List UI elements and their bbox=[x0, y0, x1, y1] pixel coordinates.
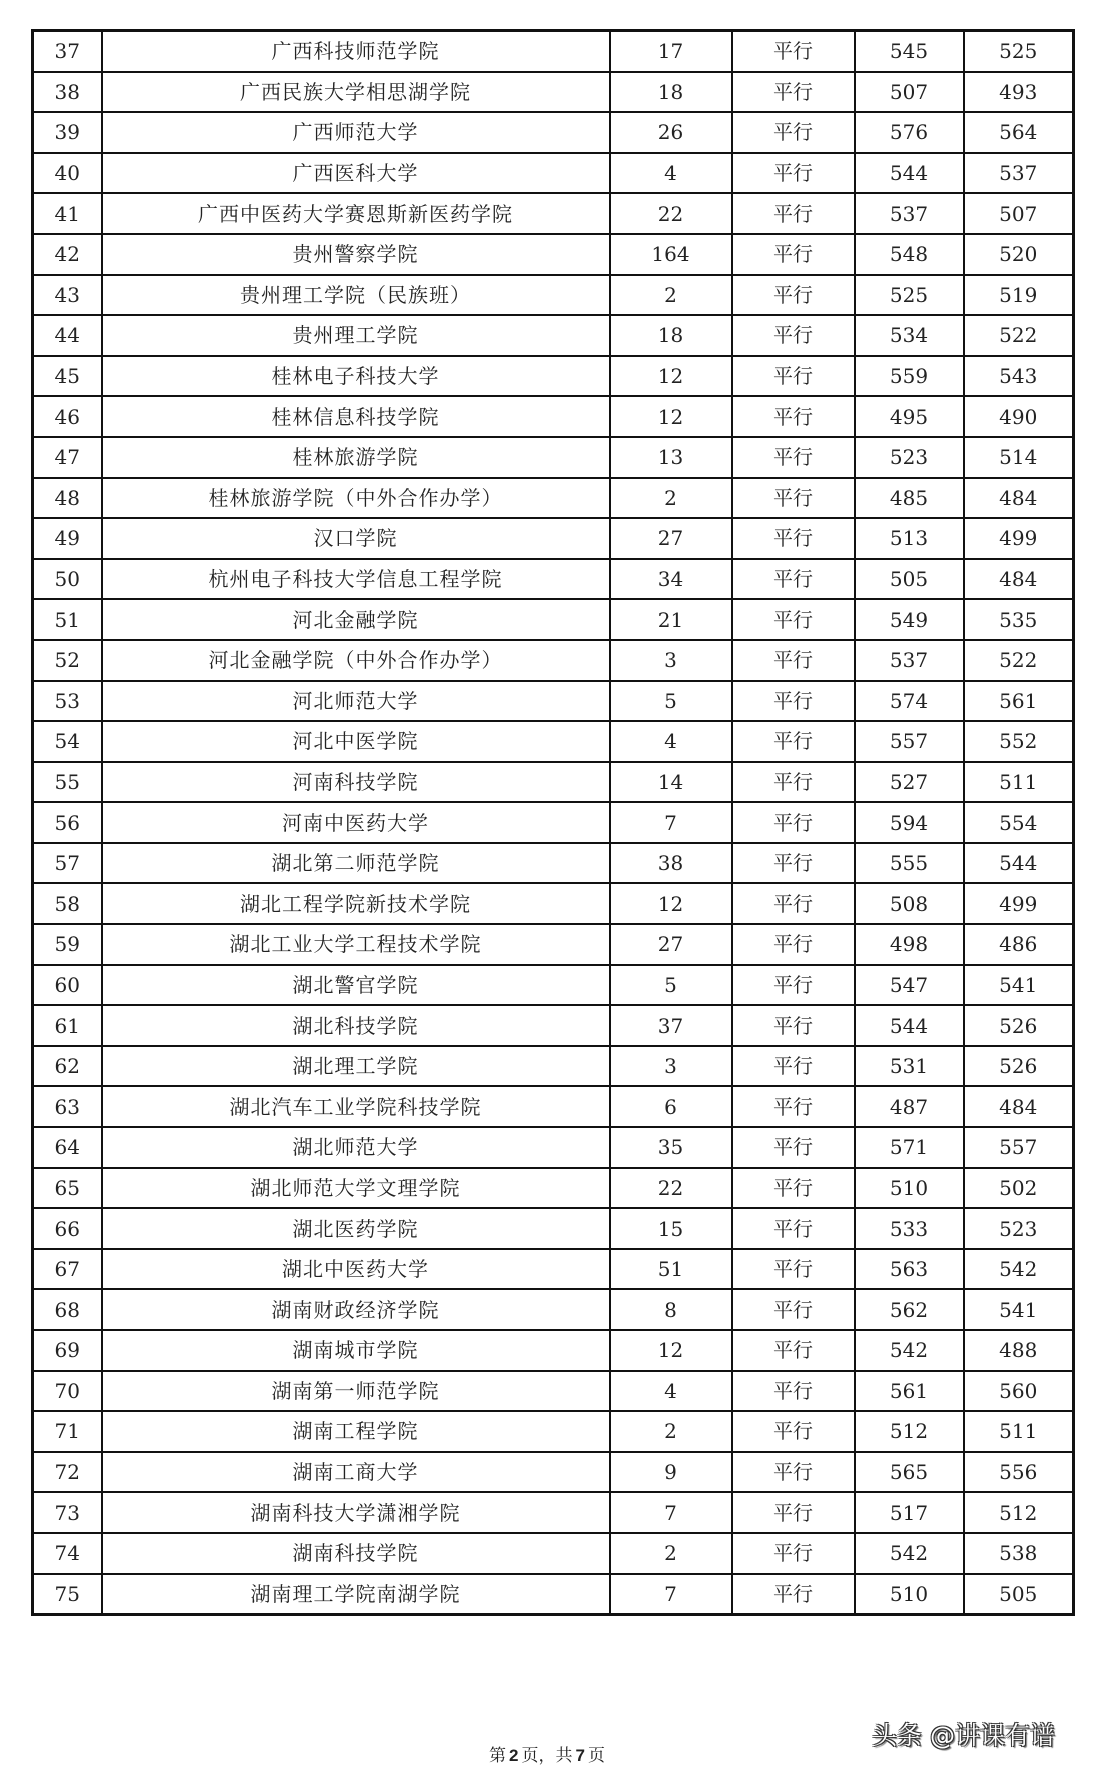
table-row bbox=[33, 193, 1074, 234]
batch-type-cell: 平行 bbox=[732, 802, 855, 843]
plan-count-cell: 27 bbox=[610, 924, 732, 965]
table-row bbox=[33, 1533, 1074, 1574]
table-row bbox=[33, 843, 1074, 884]
plan-count-cell: 34 bbox=[610, 559, 732, 600]
min-score-cell: 511 bbox=[964, 762, 1074, 803]
row-index-cell: 50 bbox=[33, 559, 102, 600]
table-row bbox=[33, 112, 1074, 153]
batch-type-cell: 平行 bbox=[732, 1411, 855, 1452]
school-name-cell: 桂林旅游学院（中外合作办学） bbox=[102, 478, 610, 519]
max-score-cell: 512 bbox=[855, 1411, 964, 1452]
plan-count-cell: 4 bbox=[610, 1371, 732, 1412]
row-index-cell: 68 bbox=[33, 1289, 102, 1330]
max-score-cell: 561 bbox=[855, 1371, 964, 1412]
school-name-cell: 湖南财政经济学院 bbox=[102, 1289, 610, 1330]
min-score-cell: 522 bbox=[964, 315, 1074, 356]
school-name-cell: 桂林旅游学院 bbox=[102, 437, 610, 478]
row-index-cell: 72 bbox=[33, 1452, 102, 1493]
school-name-cell: 湖南理工学院南湖学院 bbox=[102, 1574, 610, 1615]
min-score-cell: 486 bbox=[964, 924, 1074, 965]
batch-type-cell: 平行 bbox=[732, 1005, 855, 1046]
row-index-cell: 61 bbox=[33, 1005, 102, 1046]
plan-count-cell: 6 bbox=[610, 1086, 732, 1127]
min-score-cell: 493 bbox=[964, 72, 1074, 113]
table-row bbox=[33, 1086, 1074, 1127]
school-name-cell: 广西医科大学 bbox=[102, 153, 610, 194]
school-name-cell: 河南科技学院 bbox=[102, 762, 610, 803]
school-name-cell: 河北金融学院（中外合作办学） bbox=[102, 640, 610, 681]
school-name-cell: 桂林信息科技学院 bbox=[102, 396, 610, 437]
table-row bbox=[33, 234, 1074, 275]
max-score-cell: 510 bbox=[855, 1168, 964, 1209]
min-score-cell: 512 bbox=[964, 1492, 1074, 1533]
row-index-cell: 59 bbox=[33, 924, 102, 965]
plan-count-cell: 9 bbox=[610, 1452, 732, 1493]
max-score-cell: 548 bbox=[855, 234, 964, 275]
row-index-cell: 65 bbox=[33, 1168, 102, 1209]
batch-type-cell: 平行 bbox=[732, 153, 855, 194]
table-row bbox=[33, 1371, 1074, 1412]
plan-count-cell: 22 bbox=[610, 193, 732, 234]
batch-type-cell: 平行 bbox=[732, 1127, 855, 1168]
plan-count-cell: 5 bbox=[610, 965, 732, 1006]
batch-type-cell: 平行 bbox=[732, 1249, 855, 1290]
max-score-cell: 542 bbox=[855, 1330, 964, 1371]
school-name-cell: 贵州理工学院（民族班） bbox=[102, 275, 610, 316]
max-score-cell: 537 bbox=[855, 193, 964, 234]
school-name-cell: 湖北师范大学文理学院 bbox=[102, 1168, 610, 1209]
table-row bbox=[33, 883, 1074, 924]
batch-type-cell: 平行 bbox=[732, 1330, 855, 1371]
table-row bbox=[33, 518, 1074, 559]
table-row bbox=[33, 437, 1074, 478]
min-score-cell: 488 bbox=[964, 1330, 1074, 1371]
plan-count-cell: 21 bbox=[610, 599, 732, 640]
table-row bbox=[33, 72, 1074, 113]
row-index-cell: 47 bbox=[33, 437, 102, 478]
plan-count-cell: 5 bbox=[610, 681, 732, 722]
row-index-cell: 44 bbox=[33, 315, 102, 356]
max-score-cell: 487 bbox=[855, 1086, 964, 1127]
school-name-cell: 杭州电子科技大学信息工程学院 bbox=[102, 559, 610, 600]
school-name-cell: 湖南第一师范学院 bbox=[102, 1371, 610, 1412]
batch-type-cell: 平行 bbox=[732, 762, 855, 803]
school-name-cell: 湖北工程学院新技术学院 bbox=[102, 883, 610, 924]
plan-count-cell: 3 bbox=[610, 1046, 732, 1087]
min-score-cell: 484 bbox=[964, 1086, 1074, 1127]
min-score-cell: 522 bbox=[964, 640, 1074, 681]
min-score-cell: 537 bbox=[964, 153, 1074, 194]
min-score-cell: 544 bbox=[964, 843, 1074, 884]
min-score-cell: 505 bbox=[964, 1574, 1074, 1615]
max-score-cell: 571 bbox=[855, 1127, 964, 1168]
plan-count-cell: 22 bbox=[610, 1168, 732, 1209]
min-score-cell: 552 bbox=[964, 721, 1074, 762]
table-row bbox=[33, 721, 1074, 762]
table-row bbox=[33, 1492, 1074, 1533]
table-row bbox=[33, 1046, 1074, 1087]
batch-type-cell: 平行 bbox=[732, 965, 855, 1006]
max-score-cell: 537 bbox=[855, 640, 964, 681]
min-score-cell: 560 bbox=[964, 1371, 1074, 1412]
max-score-cell: 507 bbox=[855, 72, 964, 113]
plan-count-cell: 2 bbox=[610, 275, 732, 316]
table-row bbox=[33, 640, 1074, 681]
min-score-cell: 526 bbox=[964, 1046, 1074, 1087]
row-index-cell: 38 bbox=[33, 72, 102, 113]
row-index-cell: 48 bbox=[33, 478, 102, 519]
school-name-cell: 湖北师范大学 bbox=[102, 1127, 610, 1168]
max-score-cell: 565 bbox=[855, 1452, 964, 1493]
max-score-cell: 594 bbox=[855, 802, 964, 843]
table-row bbox=[33, 1168, 1074, 1209]
table-row bbox=[33, 762, 1074, 803]
table-row bbox=[33, 275, 1074, 316]
min-score-cell: 535 bbox=[964, 599, 1074, 640]
row-index-cell: 75 bbox=[33, 1574, 102, 1615]
table-row bbox=[33, 1452, 1074, 1493]
table-row bbox=[33, 153, 1074, 194]
school-name-cell: 湖北工业大学工程技术学院 bbox=[102, 924, 610, 965]
max-score-cell: 576 bbox=[855, 112, 964, 153]
row-index-cell: 49 bbox=[33, 518, 102, 559]
min-score-cell: 514 bbox=[964, 437, 1074, 478]
max-score-cell: 549 bbox=[855, 599, 964, 640]
max-score-cell: 559 bbox=[855, 356, 964, 397]
plan-count-cell: 164 bbox=[610, 234, 732, 275]
batch-type-cell: 平行 bbox=[732, 31, 855, 72]
school-name-cell: 河南中医药大学 bbox=[102, 802, 610, 843]
max-score-cell: 510 bbox=[855, 1574, 964, 1615]
table-row bbox=[33, 396, 1074, 437]
plan-count-cell: 4 bbox=[610, 721, 732, 762]
plan-count-cell: 7 bbox=[610, 1492, 732, 1533]
row-index-cell: 69 bbox=[33, 1330, 102, 1371]
max-score-cell: 562 bbox=[855, 1289, 964, 1330]
max-score-cell: 574 bbox=[855, 681, 964, 722]
school-name-cell: 湖北汽车工业学院科技学院 bbox=[102, 1086, 610, 1127]
max-score-cell: 523 bbox=[855, 437, 964, 478]
plan-count-cell: 2 bbox=[610, 1533, 732, 1574]
row-index-cell: 58 bbox=[33, 883, 102, 924]
min-score-cell: 499 bbox=[964, 518, 1074, 559]
table-row bbox=[33, 559, 1074, 600]
batch-type-cell: 平行 bbox=[732, 1371, 855, 1412]
batch-type-cell: 平行 bbox=[732, 1086, 855, 1127]
plan-count-cell: 35 bbox=[610, 1127, 732, 1168]
table-body bbox=[33, 31, 1074, 1615]
max-score-cell: 533 bbox=[855, 1208, 964, 1249]
school-name-cell: 湖北科技学院 bbox=[102, 1005, 610, 1046]
row-index-cell: 37 bbox=[33, 31, 102, 72]
batch-type-cell: 平行 bbox=[732, 924, 855, 965]
row-index-cell: 46 bbox=[33, 396, 102, 437]
school-name-cell: 广西民族大学相思湖学院 bbox=[102, 72, 610, 113]
batch-type-cell: 平行 bbox=[732, 1574, 855, 1615]
max-score-cell: 525 bbox=[855, 275, 964, 316]
max-score-cell: 544 bbox=[855, 153, 964, 194]
min-score-cell: 507 bbox=[964, 193, 1074, 234]
row-index-cell: 53 bbox=[33, 681, 102, 722]
table-row bbox=[33, 1127, 1074, 1168]
batch-type-cell: 平行 bbox=[732, 518, 855, 559]
min-score-cell: 554 bbox=[964, 802, 1074, 843]
max-score-cell: 545 bbox=[855, 31, 964, 72]
school-name-cell: 河北金融学院 bbox=[102, 599, 610, 640]
row-index-cell: 71 bbox=[33, 1411, 102, 1452]
school-name-cell: 湖南城市学院 bbox=[102, 1330, 610, 1371]
table-row bbox=[33, 1574, 1074, 1615]
school-name-cell: 湖北第二师范学院 bbox=[102, 843, 610, 884]
max-score-cell: 517 bbox=[855, 1492, 964, 1533]
school-name-cell: 桂林电子科技大学 bbox=[102, 356, 610, 397]
row-index-cell: 66 bbox=[33, 1208, 102, 1249]
min-score-cell: 520 bbox=[964, 234, 1074, 275]
table-row bbox=[33, 1330, 1074, 1371]
row-index-cell: 52 bbox=[33, 640, 102, 681]
row-index-cell: 67 bbox=[33, 1249, 102, 1290]
batch-type-cell: 平行 bbox=[732, 1046, 855, 1087]
min-score-cell: 526 bbox=[964, 1005, 1074, 1046]
max-score-cell: 485 bbox=[855, 478, 964, 519]
row-index-cell: 62 bbox=[33, 1046, 102, 1087]
max-score-cell: 563 bbox=[855, 1249, 964, 1290]
batch-type-cell: 平行 bbox=[732, 1452, 855, 1493]
plan-count-cell: 2 bbox=[610, 478, 732, 519]
max-score-cell: 531 bbox=[855, 1046, 964, 1087]
min-score-cell: 511 bbox=[964, 1411, 1074, 1452]
plan-count-cell: 13 bbox=[610, 437, 732, 478]
min-score-cell: 542 bbox=[964, 1249, 1074, 1290]
batch-type-cell: 平行 bbox=[732, 275, 855, 316]
current-page-number: 2 bbox=[509, 1746, 519, 1765]
plan-count-cell: 15 bbox=[610, 1208, 732, 1249]
row-index-cell: 55 bbox=[33, 762, 102, 803]
school-name-cell: 湖南科技学院 bbox=[102, 1533, 610, 1574]
max-score-cell: 547 bbox=[855, 965, 964, 1006]
max-score-cell: 513 bbox=[855, 518, 964, 559]
school-name-cell: 汉口学院 bbox=[102, 518, 610, 559]
min-score-cell: 484 bbox=[964, 559, 1074, 600]
row-index-cell: 60 bbox=[33, 965, 102, 1006]
school-name-cell: 湖北医药学院 bbox=[102, 1208, 610, 1249]
table-row bbox=[33, 802, 1074, 843]
plan-count-cell: 18 bbox=[610, 72, 732, 113]
min-score-cell: 502 bbox=[964, 1168, 1074, 1209]
table-row bbox=[33, 1289, 1074, 1330]
plan-count-cell: 2 bbox=[610, 1411, 732, 1452]
max-score-cell: 542 bbox=[855, 1533, 964, 1574]
row-index-cell: 64 bbox=[33, 1127, 102, 1168]
min-score-cell: 525 bbox=[964, 31, 1074, 72]
min-score-cell: 541 bbox=[964, 1289, 1074, 1330]
plan-count-cell: 7 bbox=[610, 802, 732, 843]
row-index-cell: 42 bbox=[33, 234, 102, 275]
plan-count-cell: 37 bbox=[610, 1005, 732, 1046]
row-index-cell: 39 bbox=[33, 112, 102, 153]
min-score-cell: 519 bbox=[964, 275, 1074, 316]
batch-type-cell: 平行 bbox=[732, 478, 855, 519]
batch-type-cell: 平行 bbox=[732, 193, 855, 234]
table-row bbox=[33, 356, 1074, 397]
max-score-cell: 508 bbox=[855, 883, 964, 924]
max-score-cell: 505 bbox=[855, 559, 964, 600]
batch-type-cell: 平行 bbox=[732, 72, 855, 113]
school-name-cell: 广西科技师范学院 bbox=[102, 31, 610, 72]
max-score-cell: 495 bbox=[855, 396, 964, 437]
row-index-cell: 45 bbox=[33, 356, 102, 397]
admission-score-table bbox=[31, 29, 1075, 1616]
table-row bbox=[33, 1005, 1074, 1046]
batch-type-cell: 平行 bbox=[732, 1492, 855, 1533]
row-index-cell: 43 bbox=[33, 275, 102, 316]
school-name-cell: 河北中医学院 bbox=[102, 721, 610, 762]
batch-type-cell: 平行 bbox=[732, 599, 855, 640]
min-score-cell: 556 bbox=[964, 1452, 1074, 1493]
batch-type-cell: 平行 bbox=[732, 559, 855, 600]
batch-type-cell: 平行 bbox=[732, 681, 855, 722]
plan-count-cell: 4 bbox=[610, 153, 732, 194]
table-row bbox=[33, 965, 1074, 1006]
table-row bbox=[33, 924, 1074, 965]
plan-count-cell: 38 bbox=[610, 843, 732, 884]
school-name-cell: 河北师范大学 bbox=[102, 681, 610, 722]
plan-count-cell: 7 bbox=[610, 1574, 732, 1615]
table-row bbox=[33, 31, 1074, 72]
min-score-cell: 523 bbox=[964, 1208, 1074, 1249]
batch-type-cell: 平行 bbox=[732, 1289, 855, 1330]
row-index-cell: 40 bbox=[33, 153, 102, 194]
min-score-cell: 538 bbox=[964, 1533, 1074, 1574]
school-name-cell: 湖南工商大学 bbox=[102, 1452, 610, 1493]
school-name-cell: 湖北警官学院 bbox=[102, 965, 610, 1006]
footer-suffix: 页 bbox=[587, 1746, 605, 1766]
min-score-cell: 499 bbox=[964, 883, 1074, 924]
school-name-cell: 湖南工程学院 bbox=[102, 1411, 610, 1452]
row-index-cell: 70 bbox=[33, 1371, 102, 1412]
min-score-cell: 484 bbox=[964, 478, 1074, 519]
footer-prefix: 第 bbox=[489, 1746, 507, 1766]
school-name-cell: 湖北理工学院 bbox=[102, 1046, 610, 1087]
batch-type-cell: 平行 bbox=[732, 315, 855, 356]
min-score-cell: 557 bbox=[964, 1127, 1074, 1168]
plan-count-cell: 12 bbox=[610, 1330, 732, 1371]
batch-type-cell: 平行 bbox=[732, 721, 855, 762]
batch-type-cell: 平行 bbox=[732, 437, 855, 478]
plan-count-cell: 3 bbox=[610, 640, 732, 681]
school-name-cell: 贵州警察学院 bbox=[102, 234, 610, 275]
table-row bbox=[33, 681, 1074, 722]
footer-middle: 页，共 bbox=[521, 1746, 573, 1766]
row-index-cell: 41 bbox=[33, 193, 102, 234]
batch-type-cell: 平行 bbox=[732, 1168, 855, 1209]
table-row bbox=[33, 315, 1074, 356]
batch-type-cell: 平行 bbox=[732, 1533, 855, 1574]
plan-count-cell: 12 bbox=[610, 396, 732, 437]
school-name-cell: 贵州理工学院 bbox=[102, 315, 610, 356]
row-index-cell: 54 bbox=[33, 721, 102, 762]
source-watermark: 头条 @讲课有谱 bbox=[872, 1721, 1055, 1750]
batch-type-cell: 平行 bbox=[732, 234, 855, 275]
max-score-cell: 555 bbox=[855, 843, 964, 884]
batch-type-cell: 平行 bbox=[732, 1208, 855, 1249]
min-score-cell: 490 bbox=[964, 396, 1074, 437]
row-index-cell: 57 bbox=[33, 843, 102, 884]
plan-count-cell: 51 bbox=[610, 1249, 732, 1290]
max-score-cell: 498 bbox=[855, 924, 964, 965]
batch-type-cell: 平行 bbox=[732, 112, 855, 153]
batch-type-cell: 平行 bbox=[732, 640, 855, 681]
table-row bbox=[33, 1249, 1074, 1290]
batch-type-cell: 平行 bbox=[732, 356, 855, 397]
max-score-cell: 534 bbox=[855, 315, 964, 356]
school-name-cell: 湖南科技大学潇湘学院 bbox=[102, 1492, 610, 1533]
plan-count-cell: 18 bbox=[610, 315, 732, 356]
school-name-cell: 湖北中医药大学 bbox=[102, 1249, 610, 1290]
min-score-cell: 543 bbox=[964, 356, 1074, 397]
min-score-cell: 564 bbox=[964, 112, 1074, 153]
max-score-cell: 544 bbox=[855, 1005, 964, 1046]
min-score-cell: 541 bbox=[964, 965, 1074, 1006]
row-index-cell: 51 bbox=[33, 599, 102, 640]
plan-count-cell: 17 bbox=[610, 31, 732, 72]
row-index-cell: 73 bbox=[33, 1492, 102, 1533]
batch-type-cell: 平行 bbox=[732, 396, 855, 437]
plan-count-cell: 12 bbox=[610, 356, 732, 397]
plan-count-cell: 12 bbox=[610, 883, 732, 924]
row-index-cell: 56 bbox=[33, 802, 102, 843]
school-name-cell: 广西师范大学 bbox=[102, 112, 610, 153]
school-name-cell: 广西中医药大学赛恩斯新医药学院 bbox=[102, 193, 610, 234]
min-score-cell: 561 bbox=[964, 681, 1074, 722]
plan-count-cell: 26 bbox=[610, 112, 732, 153]
batch-type-cell: 平行 bbox=[732, 843, 855, 884]
row-index-cell: 63 bbox=[33, 1086, 102, 1127]
table-row bbox=[33, 1208, 1074, 1249]
max-score-cell: 527 bbox=[855, 762, 964, 803]
table-row bbox=[33, 478, 1074, 519]
batch-type-cell: 平行 bbox=[732, 883, 855, 924]
row-index-cell: 74 bbox=[33, 1533, 102, 1574]
table-row bbox=[33, 599, 1074, 640]
total-pages-number: 7 bbox=[575, 1746, 585, 1765]
max-score-cell: 557 bbox=[855, 721, 964, 762]
table-row bbox=[33, 1411, 1074, 1452]
plan-count-cell: 8 bbox=[610, 1289, 732, 1330]
plan-count-cell: 27 bbox=[610, 518, 732, 559]
plan-count-cell: 14 bbox=[610, 762, 732, 803]
